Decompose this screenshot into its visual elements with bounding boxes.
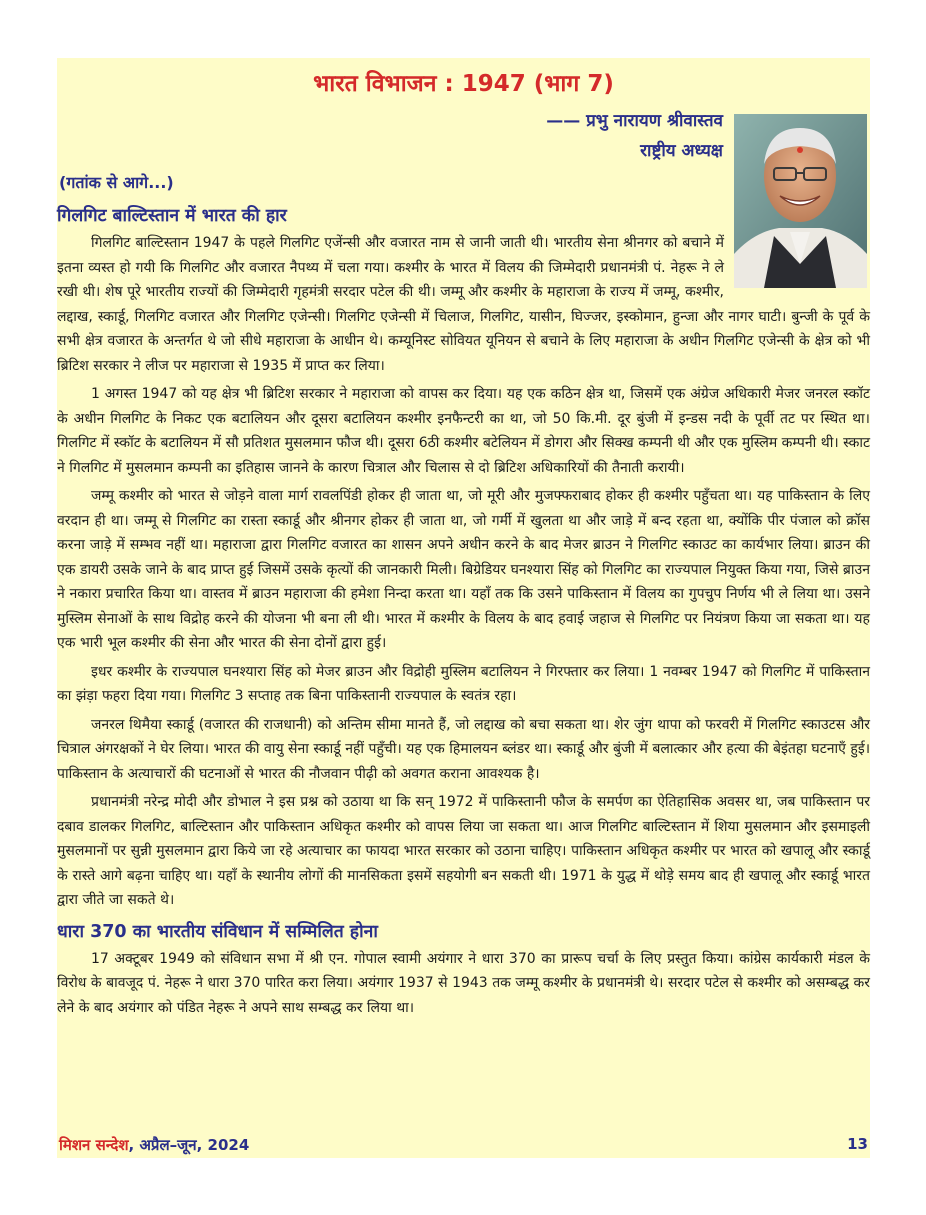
magazine-name: मिशन सन्देश [59,1136,129,1154]
article-body [57,201,870,1024]
author-name: —— प्रभु नारायण श्रीवास्तव [546,111,723,131]
issue-date: , अप्रैल–जून, 2024 [128,1136,250,1154]
page-number: 13 [847,1135,868,1153]
author-designation: राष्ट्रीय अध्यक्ष [640,141,723,161]
article-title: भारत विभाजन : 1947 (भाग 7) [313,71,614,97]
author-block [546,106,723,166]
page [57,58,870,1158]
continued-note: (गतांक से आगे...) [59,173,174,192]
photo-wrap-spacer [724,201,870,297]
section-heading: गिलगिट बाल्टिस्तान में भारत की हार [57,206,287,226]
paragraph: जम्मू कश्मीर को भारत से जोड़ने वाला मार्ग रावलपिंडी होकर ही जाता था, जो मूरी और मुजफ्फराबाद होकर ही कश्मीर पहुँचता था। यह पाकिस्तान के लिए वरदान ही था। जम्मू से गिलगिट का रास्ता स्कार्डू और श्रीनगर होकर ही जाता था, जो गर्मी में खुलता था और जाड़े में बन्द रहता था, क्योंकि पीर पंजाल को क्रॉस करना जाड़े में सम्भव नहीं था। महाराजा द्वारा गिलगिट वजारत का शासन अपने अधीन करने के बाद मेजर ब्राउन ने गिलगिट स्काउट का कार्यभार लिया। ब्राउन की एक डायरी उसके जाने के बाद प्राप्त हुई जिसमें उसके कृत्यों की जानकारी मिली। बिग्रेडियर घनश्यारा सिंह को गिलगिट का राज्यपाल नियुक्त किया गया, जिसे ब्राउन ने नकारा प्रचारित किया था। वास्तव में ब्राउन महाराजा की हमेशा निन्दा करता था। यहाँ तक कि उसने पाकिस्तान में विलय का गुपचुप निर्णय भी ले लिया था। उसने मुस्लिम सेनाओं के साथ विद्रोह करने की योजना भी बना ली थी। भारत में कश्मीर के विलय के बाद हवाई जहाज से गिलगिट पर नियंत्रण किया जा सकता था। यह एक भारी भूल कश्मीर की सेना और भारत की सेना दोनों द्वारा हुई। [57,488,870,651]
paragraph: 1 अगस्त 1947 को यह क्षेत्र भी ब्रिटिश सरकार ने महाराजा को वापस कर दिया। यह एक कठिन क्षेत्र था, जिसमें एक अंग्रेज अधिकारी मेजर जनरल स्कॉट के अधीन गिलगिट के निकट एक बटालियन और दूसरा बटालियन कश्मीर इनफैन्टरी का था, जो 50 कि.मी. दूर बुंजी में इन्डस नदी के पूर्वी तट पर स्थित था। गिलगिट में स्कॉट के बटालियन में सौ प्रतिशत मुसलमान फौज थी। दूसरा 6ठी कश्मीर बटेलियन में डोगरा और सिक्ख कम्पनी थी और एक मुस्लिम कम्पनी थी। स्काट ने गिलगिट में मुसलमान कम्पनी का इतिहास जानने के कारण चित्राल और चिलास से दो ब्रिटिश अधिकारियों की तैनाती करायी। [57,386,870,476]
paragraph: प्रधानमंत्री नरेन्द्र मोदी और डोभाल ने इस प्रश्न को उठाया था कि सन् 1972 में पाकिस्तानी फौज के समर्पण का ऐतिहासिक अवसर था, जब पाकिस्तान पर दबाव डालकर गिलगिट, बाल्टिस्तान और पाकिस्तान अधिकृत कश्मीर को वापस लिया जा सकता था। आज गिलगिट बाल्टिस्तान में शिया मुसलमान और इसमाइली मुसलमानों पर सुन्नी मुसलमान द्वारा किये जा रहे अत्याचार का फायदा भारत सरकार को उठाना चाहिए। पाकिस्तान अधिकृत कश्मीर पर भारत को खपालू और स्कार्डू के रास्ते आगे बढ़ना चाहिए था। यहाँ के स्थानीय लोगों की मानसिकता इसमें सहयोगी बन सकती थी। 1971 के युद्ध में थोड़े समय बाद ही खपालू और स्कार्डू भारत द्वारा जीते जा सकते थे। [57,794,870,908]
section-heading: धारा 370 का भारतीय संविधान में सम्मिलित होना [57,921,378,942]
footer-publication [59,1135,249,1155]
paragraph: जनरल थिमैया स्कार्डू (वजारत की राजधानी) को अन्तिम सीमा मानते हैं, जो लद्दाख को बचा सकता था। शेर जुंग थापा को फरवरी में गिलगिट स्काउटस और चित्राल अंगरक्षकों ने घेर लिया। भारत की वायु सेना स्कार्डू नहीं पहुँची। यह एक हिमालयन ब्लंडर था। स्कार्डू और बुंजी में बलात्कार और हत्या की बेइंतहा घटनाएँ हुई। पाकिस्तान के अत्याचारों की घटनाओं से भारत की नौजवान पीढ़ी को अवगत कराना आवश्यक है। [57,716,870,782]
paragraph: इधर कश्मीर के राज्यपाल घनश्यारा सिंह को मेजर ब्राउन और विद्रोही मुस्लिम बटालियन ने गिरफ्तार कर लिया। 1 नवम्बर 1947 को गिलगिट में पाकिस्तान का झंड़ा फहरा दिया गया। गिलगिट 3 सप्ताह तक बिना पाकिस्तानी राज्यपाल के स्वतंत्र रहा। [57,663,870,704]
paragraph: 17 अक्टूबर 1949 को संविधान सभा में श्री एन. गोपाल स्वामी अयंगार ने धारा 370 का प्रारूप चर्चा के लिए प्रस्तुत किया। कांग्रेस कार्यकारी मंडल के विरोध के बावजूद पं. नेहरू ने धारा 370 पारित करा लिया। अयंगार 1937 से 1943 तक जम्मू कश्मीर के प्रधानमंत्री थे। सरदार पटेल से कश्मीर को असम्बद्ध कर लेने के बाद अयंगार को पंडित नेहरू ने अपने साथ सम्बद्ध कर लिया था। [57,950,870,1016]
paragraph: गिलगिट बाल्टिस्तान 1947 के पहले गिलगिट एजेंन्सी और वजारत नाम से जानी जाती थी। भारतीय सेना श्रीनगर को बचाने में इतना व्यस्त हो गयी कि गिलगिट और वजारत नैपथ्य में चला गया। कश्मीर के भारत में विलय की जिम्मेदारी प्रधानमंत्री पं. नेहरू ने ले रखी थी। शेष पूरे भारतीय राज्यों की जिम्मेदारी गृहमंत्री सरदार पटेल की थी। जम्मू और कश्मीर के महाराजा के राज्य में जम्मू, कश्मीर, लद्दाख, स्कार्डू, गिलगिट वजारत और गिलगिट एजेन्सी। गिलगिट एजेन्सी में चिलाज, गिलगिट, यासीन, घिज्जर, इस्कोमान, हुन्जा और नागर घाटी। बुन्जी के पूर्व के सभी क्षेत्र वजारत के अन्तर्गत थे जो सीधे महाराजा के आधीन थे। कम्यूनिस्ट सोवियत यूनियन से बचाने के लिए महाराजा के अधीन गिलगिट एजेन्सी के क्षेत्र को भी ब्रिटिश सरकार ने लीज पर महाराजा से 1935 में प्राप्त कर लिया। [57,235,870,374]
